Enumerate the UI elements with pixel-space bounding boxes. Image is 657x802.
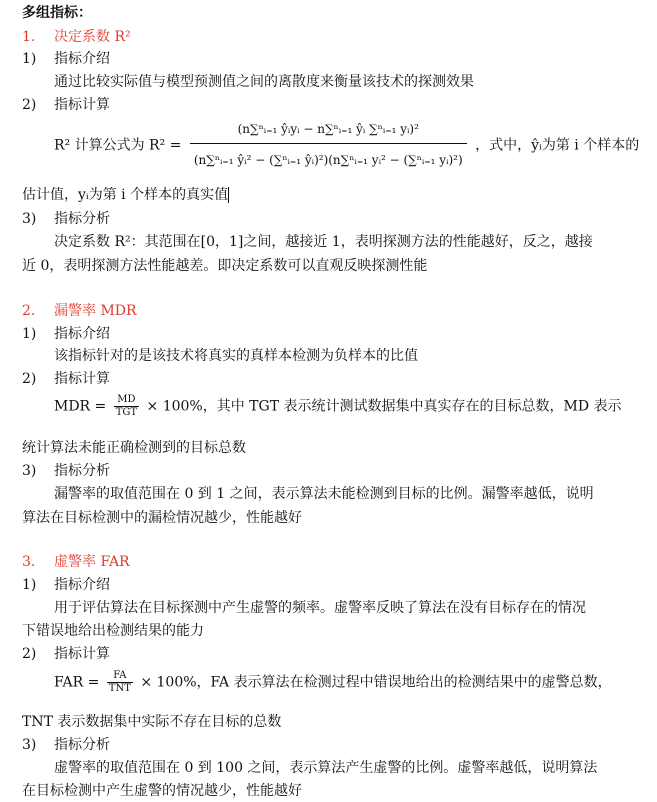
section-2-number: 2.: [22, 303, 36, 319]
section-1-heading: [22, 26, 131, 48]
section-3-formula: [54, 670, 612, 695]
doc-title: 多组指标：: [22, 5, 92, 21]
section-3-intro-text: 用于评估算法在目标探测中产生虚警的频率。虚警率反映了算法在没有目标存在的情况: [54, 600, 586, 616]
formula-3-denominator: TNT: [108, 683, 131, 694]
formula-3-prefix: FAR =: [54, 674, 100, 691]
section-2-intro-text: 该指标针对的是该技术将真实的真样本检测为负样本的比值: [54, 348, 418, 364]
formula-2-denominator: TGT: [115, 407, 138, 418]
section-2-formula: [54, 394, 622, 419]
section-3-intro-label: 1) 指标介绍: [22, 577, 110, 593]
formula-1-numerator: (n∑ⁿᵢ₌₁ ŷᵢyᵢ − n∑ⁿᵢ₌₁ ŷᵢ ∑ⁿᵢ₌₁ yᵢ)²: [190, 115, 467, 144]
section-1-analysis-line2: 近 0，表明探测方法性能越差。即决定系数可以直观反映探测性能: [22, 258, 428, 274]
section-3-title: 虚警率 FAR: [54, 554, 130, 570]
section-2-analysis-line1: 漏警率的取值范围在 0 到 1 之间，表示算法未能检测到目标的比例。漏警率越低，说明: [54, 486, 594, 502]
formula-1-fraction: [190, 115, 467, 176]
section-2-calc-cont: 统计算法未能正确检测到的目标总数: [22, 440, 246, 456]
formula-1-suffix: ，式中，ŷᵢ为第 i 个样本的: [475, 137, 640, 154]
section-2-calc-label: 2) 指标计算: [22, 371, 110, 387]
section-3-calc-cont: TNT 表示数据集中实际不存在目标的总数: [22, 714, 282, 730]
formula-2-fraction: [114, 394, 139, 419]
section-3-analysis-line1: 虚警率的取值范围在 0 到 100 之间，表示算法产生虚警的比例。虚警率越低，说明算法: [54, 760, 598, 776]
formula-3-numerator: FA: [107, 670, 133, 683]
formula-1-prefix: R² 计算公式为 R² =: [54, 137, 182, 154]
section-2-analysis-line2: 算法在目标检测中的漏检情况越少，性能越好: [22, 510, 302, 526]
section-3-intro-text2: 下错误地给出检测结果的能力: [22, 623, 204, 639]
formula-2-prefix: MDR =: [54, 398, 107, 415]
section-1-calc-label: 2) 指标计算: [22, 97, 110, 113]
formula-2-numerator: MD: [114, 394, 139, 407]
formula-1-denominator: (n∑ⁿᵢ₌₁ ŷᵢ² − (∑ⁿᵢ₌₁ ŷᵢ)²)(n∑ⁿᵢ₌₁ yᵢ² − (∑ⁿᵢ₌₁ yᵢ)²): [193, 153, 463, 167]
section-2-analysis-label: 3) 指标分析: [22, 463, 110, 479]
section-1-intro-text: 通过比较实际值与模型预测值之间的离散度来衡量该技术的探测效果: [54, 74, 474, 90]
section-1-analysis-label: 3) 指标分析: [22, 211, 110, 227]
section-1-number: 1.: [22, 29, 36, 45]
formula-3-fraction: [107, 670, 133, 695]
section-3-analysis-label: 3) 指标分析: [22, 737, 110, 753]
section-1-title: 决定系数 R²: [54, 29, 131, 45]
formula-3-suffix: × 100%，FA 表示算法在检测过程中错误地给出的检测结果中的虚警总数，: [140, 674, 612, 691]
section-3-heading: [22, 551, 130, 573]
text-cursor: [228, 187, 229, 203]
section-1-analysis-line1: 决定系数 R²：其范围在[0，1]之间，越接近 1，表明探测方法的性能越好，反之，越接: [54, 234, 593, 250]
section-3-number: 3.: [22, 554, 36, 570]
section-1-calc-cont: 估计值，yᵢ为第 i 个样本的真实值: [22, 187, 229, 203]
section-2-title: 漏警率 MDR: [54, 303, 137, 319]
section-1-intro-label: 1) 指标介绍: [22, 51, 110, 67]
formula-2-suffix: × 100%，其中 TGT 表示统计测试数据集中真实存在的目标总数，MD 表示: [146, 398, 622, 415]
section-2-intro-label: 1) 指标介绍: [22, 326, 110, 342]
section-3-analysis-line2: 在目标检测中产生虚警的情况越少，性能越好: [22, 783, 302, 799]
section-1-formula: [54, 115, 639, 176]
section-2-heading: [22, 300, 137, 322]
section-3-calc-label: 2) 指标计算: [22, 646, 110, 662]
